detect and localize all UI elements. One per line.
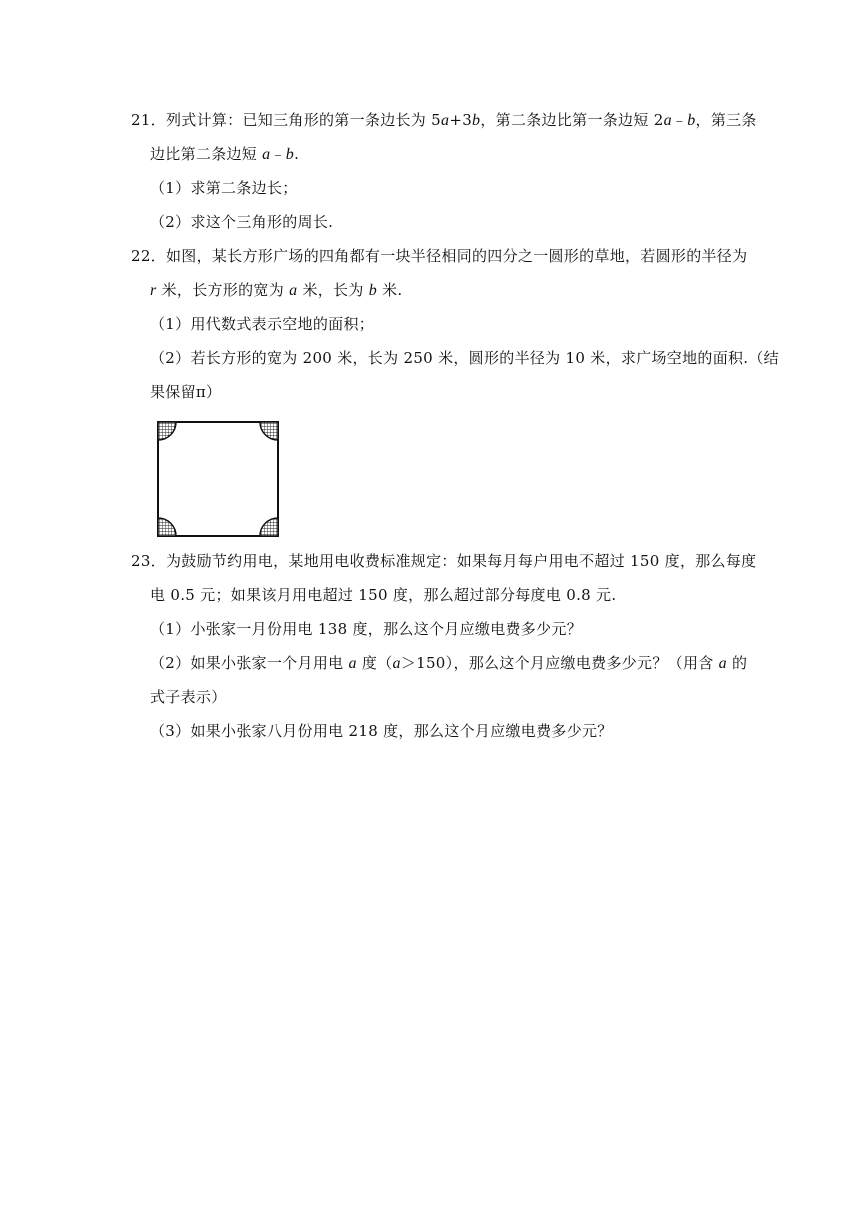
- q23-sub2-line1: （2）如果小张家一个月用电 a 度（a＞150），那么这个月应缴电费多少元？（用含 a 的: [150, 654, 748, 672]
- q21-line2: 边比第二条边短 a﹣b.: [150, 145, 300, 163]
- q22-line1: 22．如图，某长方形广场的四角都有一块半径相同的四分之一圆形的草地，若圆形的半径为: [131, 247, 748, 265]
- q23-line2: 电 0.5 元；如果该月用电超过 150 度，那么超过部分每度电 0.8 元.: [150, 586, 617, 604]
- q23-sub2-line2: 式子表示）: [150, 688, 227, 706]
- q22-line2: r 米，长方形的宽为 a 米，长为 b 米.: [150, 281, 403, 299]
- q21-line1: 21．列式计算：已知三角形的第一条边长为 5a+3b，第二条边比第一条边短 2a﹣b，第三条: [131, 111, 757, 129]
- rectangle-outline: [158, 422, 278, 536]
- q22-sub1: （1）用代数式表示空地的面积；: [150, 315, 375, 333]
- q23-sub3: （3）如果小张家八月份用电 218 度，那么这个月应缴电费多少元？: [150, 722, 613, 740]
- q23-line1: 23．为鼓励节约用电，某地用电收费标准规定：如果每月每户用电不超过 150 度，那么每度: [131, 552, 757, 570]
- q22-sub2-line2: 果保留π）: [150, 383, 222, 401]
- q21-sub1: （1）求第二条边长；: [150, 179, 298, 197]
- rectangle-quarter-circle-figure: [156, 420, 280, 538]
- q22-sub2-line1: （2）若长方形的宽为 200 米，长为 250 米，圆形的半径为 10 米，求广场空地的面积.（结: [150, 349, 779, 367]
- q21-sub2: （2）求这个三角形的周长.: [150, 213, 334, 231]
- q23-sub1: （1）小张家一月份用电 138 度，那么这个月应缴电费多少元？: [150, 620, 583, 638]
